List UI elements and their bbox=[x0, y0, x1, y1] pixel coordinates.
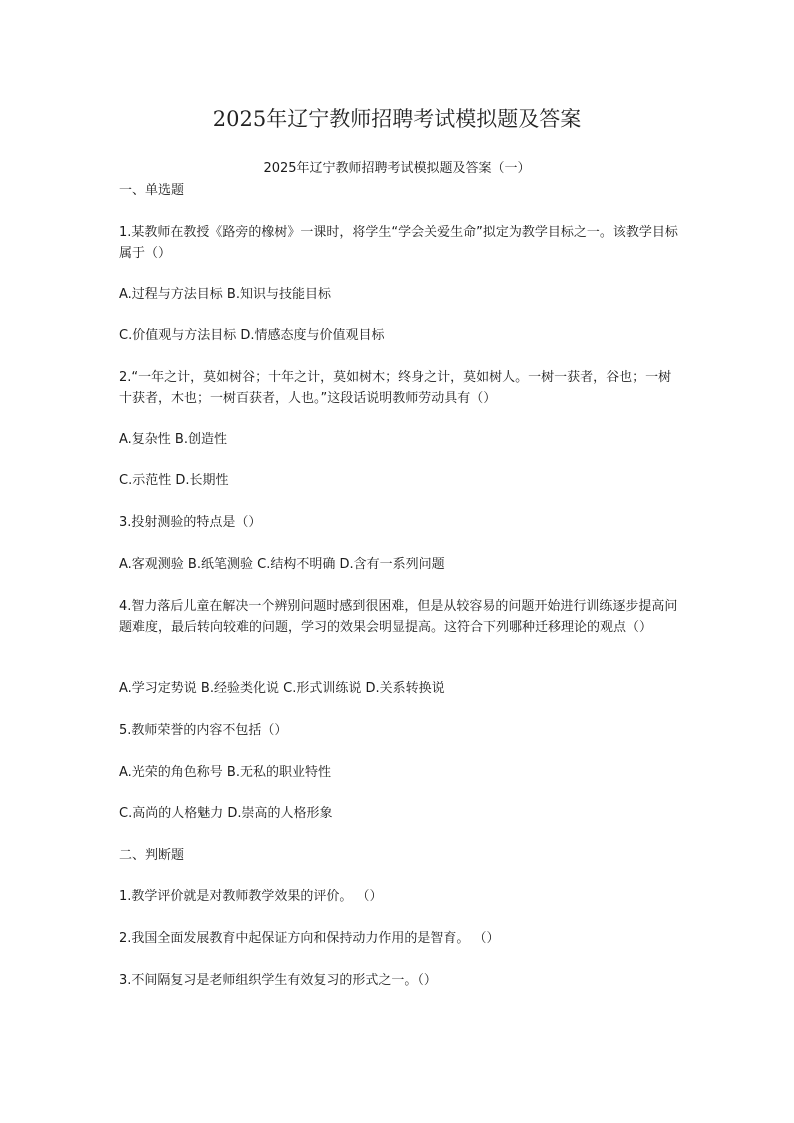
question-5-options-a-b: A.光荣的角色称号 B.无私的职业特性 bbox=[119, 765, 331, 780]
question-2-options-c-d: C.示范性 D.长期性 bbox=[119, 473, 229, 488]
question-4-options: A.学习定势说 B.经验类化说 C.形式训练说 D.关系转换说 bbox=[119, 681, 445, 696]
question-1-options-c-d: C.价值观与方法目标 D.情感态度与价值观目标 bbox=[119, 328, 385, 343]
question-3-options: A.客观测验 B.纸笔测验 C.结构不明确 D.含有一系列问题 bbox=[119, 557, 445, 572]
question-2-stem: 2.“一年之计，莫如树谷；十年之计，莫如树木；终身之计，莫如树人。一树一获者，谷也；一树十获者，木也；一树百获者，人也。”这段话说明教师劳动具有（） bbox=[119, 370, 672, 406]
question-2-options-a-b: A.复杂性 B.创造性 bbox=[119, 432, 227, 447]
question-4-stem: 4.智力落后儿童在解决一个辨别问题时感到很困难，但是从较容易的问题开始进行训练逐步提高问题难度，最后转向较难的问题，学习的效果会明显提高。这符合下列哪种迁移理论的观点（） bbox=[119, 599, 678, 635]
section-heading-single-choice: 一、单选题 bbox=[119, 183, 185, 198]
question-5-options-c-d: C.高尚的人格魅力 D.崇高的人格形象 bbox=[119, 806, 333, 821]
question-3-stem: 3.投射测验的特点是（） bbox=[119, 515, 262, 530]
true-false-item-3: 3.不间隔复习是老师组织学生有效复习的形式之一。（） bbox=[119, 973, 437, 988]
question-1-options-a-b: A.过程与方法目标 B.知识与技能目标 bbox=[119, 287, 331, 302]
document-subtitle: 2025年辽宁教师招聘考试模拟题及答案（一） bbox=[263, 161, 531, 176]
question-5-stem: 5.教师荣誉的内容不包括（） bbox=[119, 723, 288, 738]
section-heading-true-false: 二、判断题 bbox=[119, 848, 185, 863]
question-1-stem: 1.某教师在教授《路旁的橡树》一课时，将学生“学会关爱生命”拟定为教学目标之一。该教学目标属于（） bbox=[119, 225, 678, 261]
true-false-item-2: 2.我国全面发展教育中起保证方向和保持动力作用的是智育。 （） bbox=[119, 931, 500, 946]
true-false-item-1: 1.教学评价就是对教师教学效果的评价。 （） bbox=[119, 889, 383, 904]
document-title: 2025年辽宁教师招聘考试模拟题及答案 bbox=[212, 107, 582, 131]
